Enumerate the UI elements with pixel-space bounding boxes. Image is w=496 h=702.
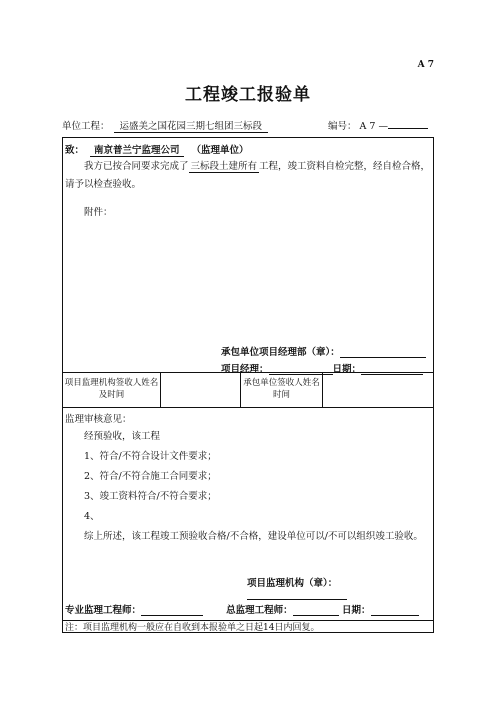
contractor-receipt-field[interactable] <box>323 373 433 407</box>
attachment-label: 附件： <box>84 207 113 218</box>
submission-text <box>65 158 431 194</box>
note-section <box>63 621 433 633</box>
supervisor-name: 南京普兰宁监理公司 <box>90 142 184 157</box>
unit-label: 单位工程： <box>62 121 110 132</box>
work-item: 三标段土建所有 <box>190 161 258 172</box>
review-item: 1、符合/不符合设计文件要求； <box>84 451 217 462</box>
review-conclusion: 综上所述，该工程竣工预验收合格/不合格，建设单位可以/不可以组织竣工验收。 <box>84 531 423 542</box>
org-blank[interactable] <box>247 599 347 600</box>
review-item: 2、符合/不符合施工合同要求； <box>84 471 217 482</box>
contractor-dept-label: 承包单位项目经理部（章）： <box>221 347 340 358</box>
contractor-dept-line <box>221 344 426 358</box>
contractor-receipt-label: 承包单位签收人姓名时间 <box>241 373 323 407</box>
review-date-label: 日期： <box>342 605 371 616</box>
review-item: 3、竣工资料符合/不符合要求； <box>84 491 217 502</box>
supervisor-receipt-field[interactable] <box>161 373 241 407</box>
addressee-line <box>65 142 249 157</box>
number-blank[interactable] <box>388 128 428 129</box>
org-label: 项目监理机构（章）： <box>247 578 338 589</box>
number-prefix: A 7 — <box>359 121 388 132</box>
unit-value: 运盛美之国花园三期七组团三标段 <box>114 118 269 133</box>
unit-line <box>62 118 268 133</box>
receipt-row <box>63 373 433 408</box>
chief-label: 总监理工程师： <box>226 605 293 616</box>
number-label: 编号： <box>328 121 357 132</box>
text-b: 工程，竣工资料自检完整，经自检合格，请予以检查验收。 <box>65 161 431 190</box>
supervisor-receipt-label: 项目监理机构签收人姓名及时间 <box>63 373 161 407</box>
engineer-label: 专业监理工程师： <box>65 605 142 616</box>
text-a: 我方已按合同要求完成了 <box>84 161 189 172</box>
number-line <box>328 118 428 132</box>
review-section <box>63 408 433 621</box>
engineer-sign-row <box>65 602 419 616</box>
note-text: 注：项目监理机构一般应在自收到本报验单之日起14日内回复。 <box>65 623 320 633</box>
pm-label: 项目经理： <box>221 364 269 375</box>
chief-blank[interactable] <box>293 615 339 616</box>
engineer-blank[interactable] <box>141 615 203 616</box>
org-seal-line <box>247 575 433 600</box>
page-title: 工程竣工报验单 <box>185 85 311 105</box>
review-item: 4、 <box>84 511 100 522</box>
to-label: 致： <box>65 145 85 156</box>
form-code: A 7 <box>417 60 434 70</box>
contractor-dept-blank[interactable] <box>340 357 426 358</box>
report-form <box>62 137 434 633</box>
review-intro: 经预验收，该工程 <box>84 431 161 442</box>
review-heading: 监理审核意见： <box>65 414 132 425</box>
pm-date-label: 日期： <box>332 364 362 375</box>
review-date-blank[interactable] <box>371 615 419 616</box>
supervisor-role: （监理单位） <box>191 145 249 156</box>
submission-section <box>63 138 433 373</box>
